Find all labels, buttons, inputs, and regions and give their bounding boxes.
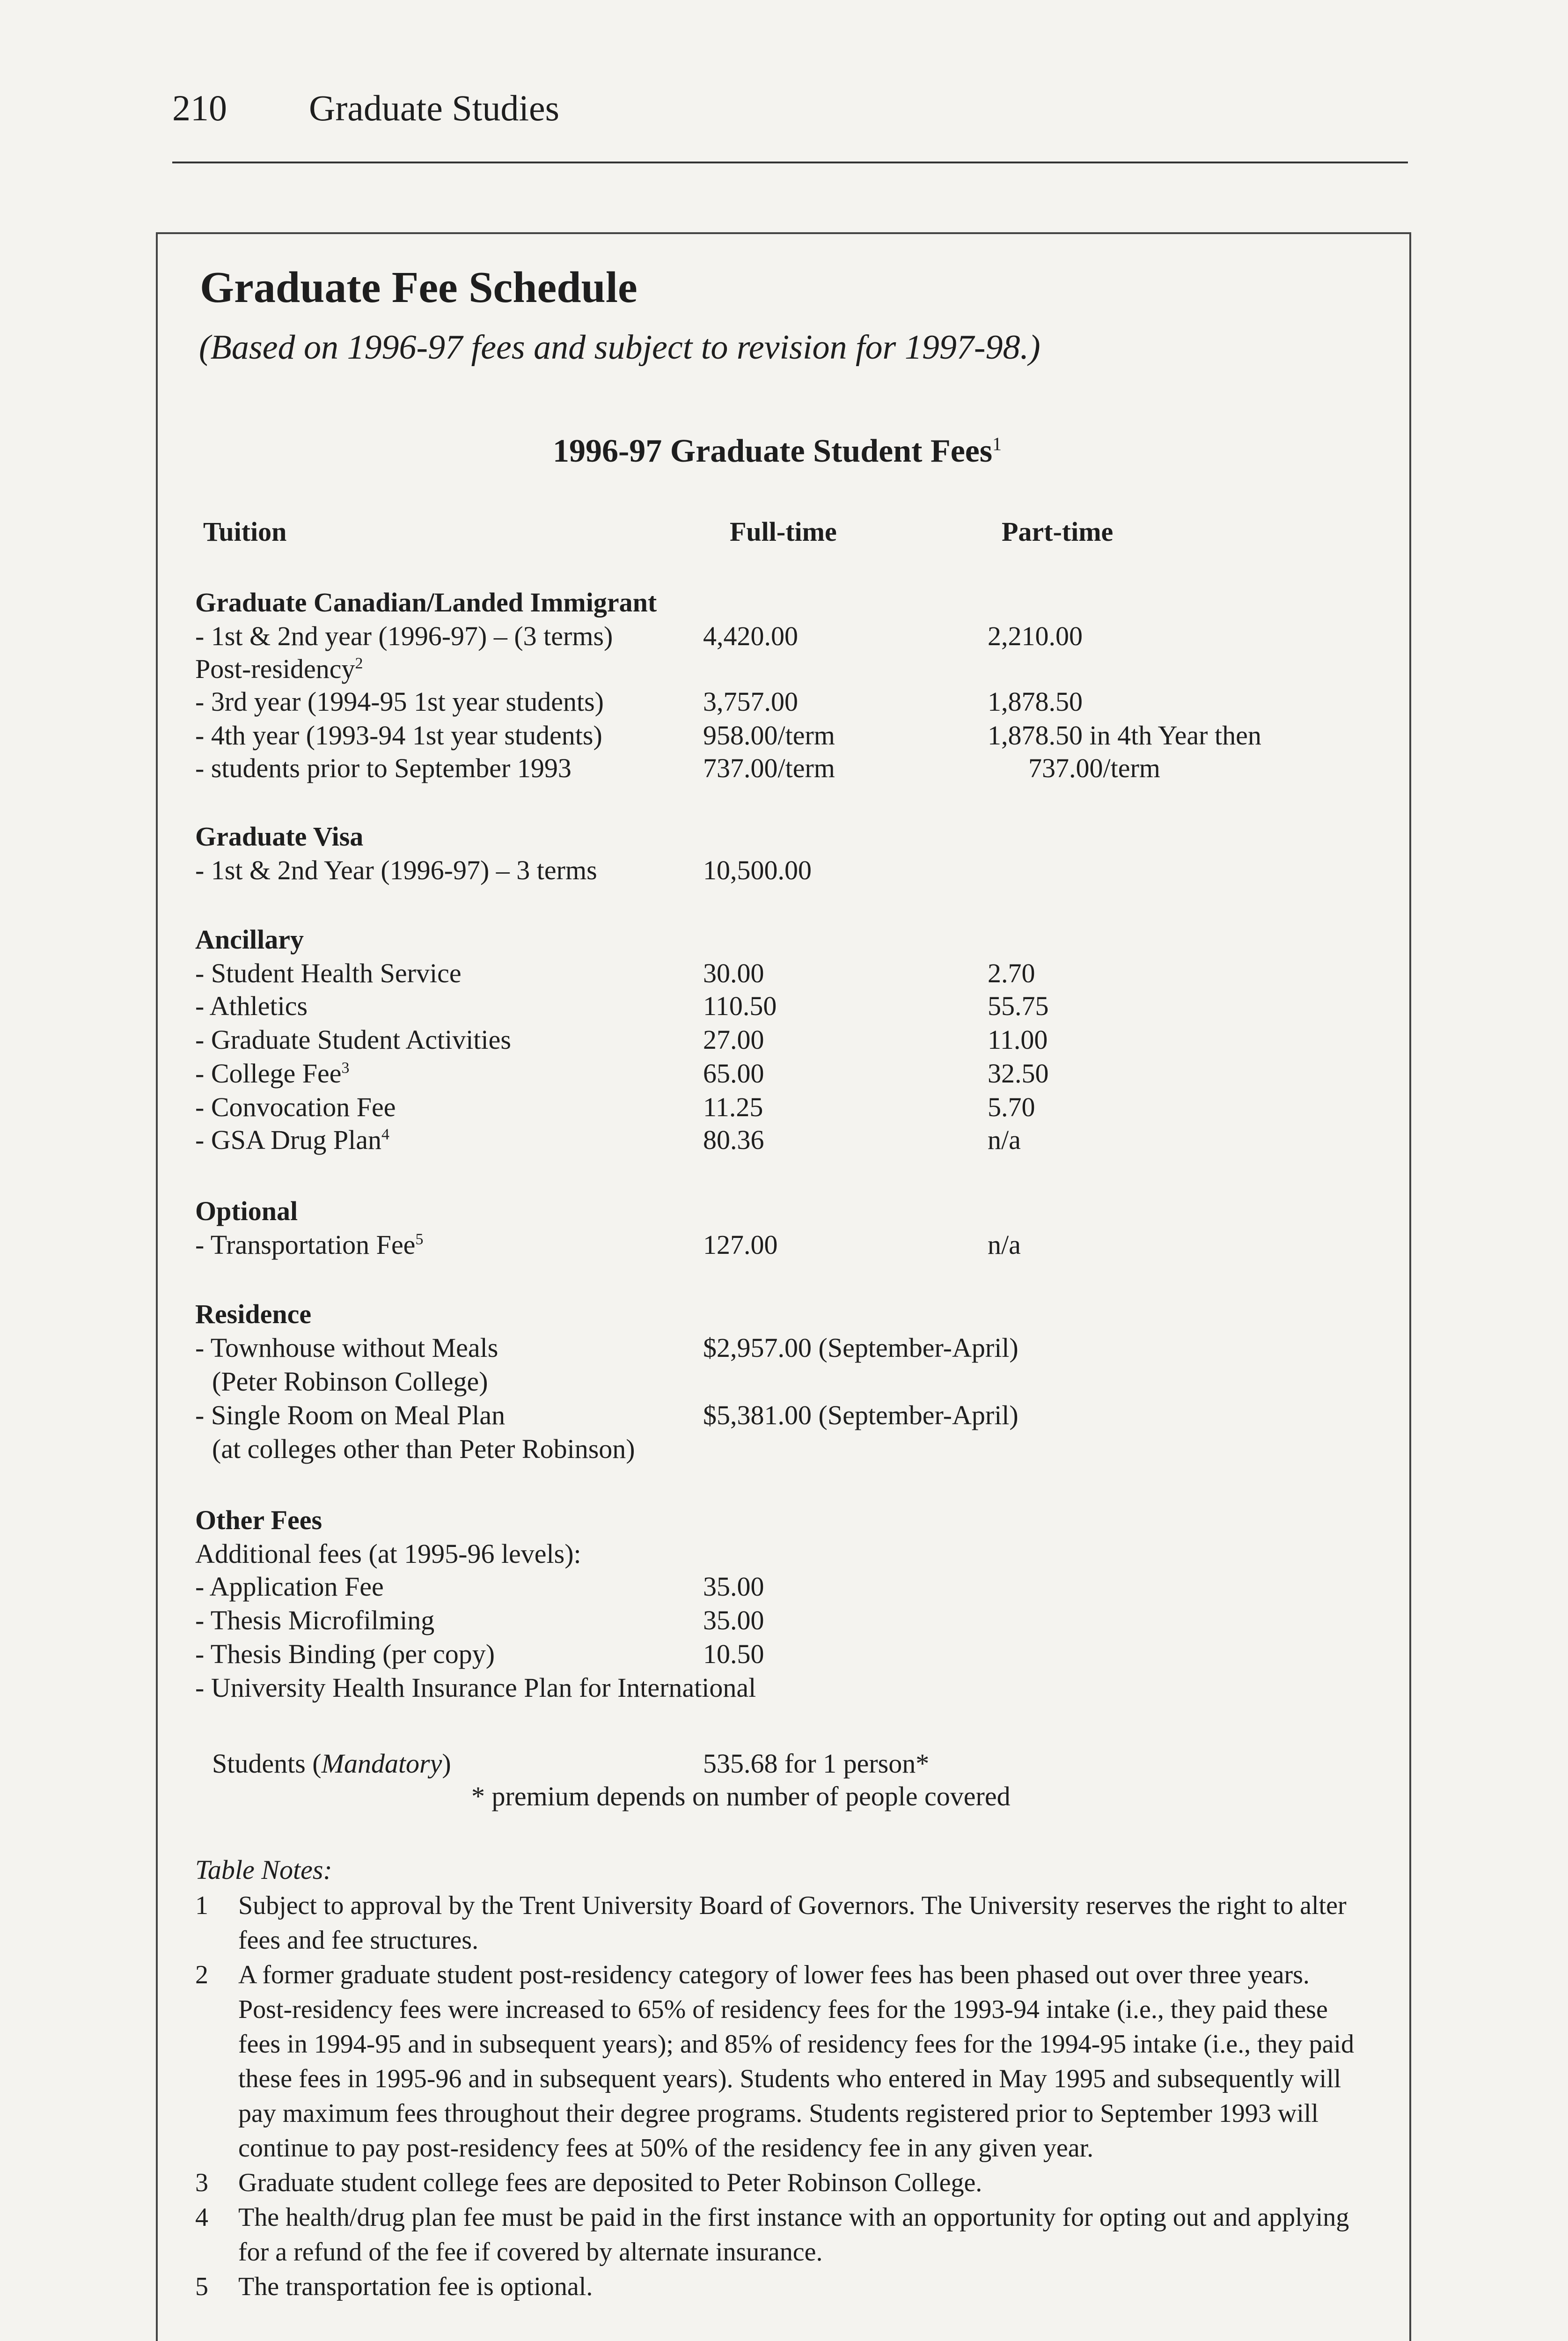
fee-full-time-value: $5,381.00 (September-April) (703, 1400, 1018, 1430)
fee-row-label (195, 1569, 384, 1604)
fee-row-label-text: Post-residency (195, 654, 355, 684)
fee-row-footnote: 4 (381, 1126, 389, 1143)
table-note-number: 3 (195, 2168, 208, 2197)
premium-note: * premium depends on number of people covered (471, 1781, 1011, 1811)
fee-part-time-value: 55.75 (988, 991, 1049, 1021)
fee-row-label (195, 1123, 389, 1157)
fee-row-label-text: Optional (195, 1196, 298, 1226)
fee-row-label-suffix: ) (442, 1748, 451, 1779)
fee-part-time-value: 737.00/term (1028, 753, 1160, 783)
fee-row-label-text: - 1st & 2nd Year (1996-97) – 3 terms (195, 855, 597, 885)
col-full-time: Full-time (730, 516, 837, 547)
fee-row-label-emphasis: Mandatory (321, 1748, 442, 1779)
fee-row-label-text: Graduate Canadian/Landed Immigrant (195, 587, 657, 618)
fee-full-time-value: 10.50 (703, 1639, 764, 1669)
fee-part-time-value: 32.50 (988, 1058, 1049, 1089)
fee-full-time-value: 27.00 (703, 1024, 764, 1055)
fee-full-time-value: 958.00/term (703, 720, 835, 751)
fee-full-time-value: 535.68 for 1 person* (703, 1748, 930, 1779)
fee-full-time-value: 110.50 (703, 991, 777, 1021)
page-number: 210 (172, 88, 227, 128)
fee-row-footnote: 3 (341, 1059, 350, 1077)
table-note-number: 4 (195, 2203, 208, 2232)
fee-row-label-text: Other Fees (195, 1505, 322, 1535)
fee-row-label (195, 652, 363, 686)
fee-row-label-text: - GSA Drug Plan (195, 1125, 381, 1155)
table-note-number: 1 (195, 1891, 208, 1920)
header-rule (172, 162, 1408, 163)
fee-row-label (195, 1432, 635, 1466)
fee-schedule-title: Graduate Fee Schedule (200, 263, 637, 312)
fee-row-label (195, 619, 613, 654)
fee-row-footnote: 5 (415, 1230, 424, 1248)
fee-row-label (195, 1056, 349, 1091)
fee-section-heading (195, 1194, 298, 1229)
fee-row-label (195, 1671, 756, 1705)
table-note (195, 2165, 1365, 2200)
fee-row-label-text: (at colleges other than Peter Robinson) (212, 1434, 635, 1464)
table-note-text: A former graduate student post-residency category of lower fees has been phased out over three years. Post-residency fees were increased to 65% of residency fees for the 1993-94 intake (i.e., they paid these fees in 1994-95 and in subsequent years); and 85% of residency fees for the 1994-95 intake (i.e., they paid these fees in 1995-96 and in subsequent years). Students who entered in May 1995 and subsequently will pay maximum fees throughout their degree programs. Students registered prior to September 1993 will continue to pay post-residency fees at 50% of the residency fee in any given year. (238, 1960, 1354, 2163)
fee-part-time-value: 2.70 (988, 958, 1035, 988)
fee-row-label (195, 956, 462, 991)
fee-part-time-value: 11.00 (988, 1024, 1048, 1055)
fee-full-time-value: 65.00 (703, 1058, 764, 1089)
fee-part-time-value: 5.70 (988, 1092, 1035, 1122)
fee-row-label-text: - Application Fee (195, 1571, 384, 1602)
table-notes (195, 1854, 1365, 2304)
fee-row-label-text: - students prior to September 1993 (195, 753, 572, 783)
fee-full-time-value: 30.00 (703, 958, 764, 988)
fee-part-time-value: n/a (988, 1125, 1021, 1155)
section-title: Graduate Studies (309, 88, 560, 128)
fee-row-label-text: - Thesis Microfilming (195, 1605, 435, 1635)
table-note-number: 5 (195, 2272, 208, 2301)
fee-full-time-value: 11.25 (703, 1092, 763, 1122)
fee-full-time-value: 35.00 (703, 1605, 764, 1635)
fee-row-label (195, 989, 308, 1023)
fee-full-time-value: 127.00 (703, 1229, 778, 1260)
col-tuition: Tuition (203, 516, 287, 547)
fee-row-label (195, 1398, 505, 1433)
fee-row-label (195, 1228, 423, 1262)
fee-row-label-text: Graduate Visa (195, 821, 364, 852)
fee-section-heading (195, 1297, 311, 1332)
fee-row-label (195, 1331, 498, 1365)
fee-schedule-subtitle: (Based on 1996-97 fees and subject to revision for 1997-98.) (199, 328, 1040, 367)
fee-row-label (195, 1637, 495, 1671)
fee-row-label-text: - 4th year (1993-94 1st year students) (195, 720, 602, 751)
fee-row-footnote: 2 (355, 655, 363, 672)
fee-part-time-value: 1,878.50 in 4th Year then (988, 720, 1261, 751)
fee-row-label-text: Additional fees (at 1995-96 levels): (195, 1539, 581, 1569)
fee-row-label-text: - Graduate Student Activities (195, 1024, 511, 1055)
fee-row-label-text: (Peter Robinson College) (212, 1366, 488, 1397)
fee-row-label-text: - Thesis Binding (per copy) (195, 1639, 495, 1669)
fee-part-time-value: 2,210.00 (988, 621, 1083, 651)
fee-section-heading (195, 922, 304, 957)
fee-full-time-value: 3,757.00 (703, 686, 798, 717)
table-title (553, 433, 1002, 470)
fee-row-label-text: - 3rd year (1994-95 1st year students) (195, 686, 604, 717)
fee-row-label (195, 1023, 511, 1057)
fee-row-label (195, 751, 572, 786)
table-note (195, 1888, 1365, 1958)
fee-row-label-text: Residence (195, 1299, 312, 1329)
table-note (195, 2200, 1365, 2269)
table-note-number: 2 (195, 1960, 208, 1989)
fee-full-time-value: 4,420.00 (703, 621, 798, 651)
table-note (195, 2269, 1365, 2304)
fee-row-label (195, 685, 604, 719)
table-note-text: Graduate student college fees are deposited to Peter Robinson College. (238, 2168, 982, 2197)
fee-row-label-text: - University Health Insurance Plan for International (195, 1672, 756, 1703)
fee-full-time-value: 35.00 (703, 1571, 764, 1602)
fee-row-label-text: - Transportation Fee (195, 1229, 416, 1260)
fee-row-label-text: - Townhouse without Meals (195, 1332, 498, 1363)
fee-row-label (195, 718, 602, 753)
fee-part-time-value: 1,878.50 (988, 686, 1083, 717)
table-notes-title: Table Notes: (195, 1855, 332, 1885)
fee-full-time-value: $2,957.00 (September-April) (703, 1332, 1018, 1363)
fee-schedule-box (156, 232, 1411, 2341)
fee-row-label-text: - Student Health Service (195, 958, 462, 988)
fee-row-label (195, 1090, 396, 1125)
fee-row-label (195, 1537, 581, 1571)
fee-row-label-text: - 1st & 2nd year (1996-97) – (3 terms) (195, 621, 613, 651)
table-note-text: The transportation fee is optional. (238, 2272, 593, 2301)
table-title-text: 1996-97 Graduate Student Fees (553, 433, 993, 469)
col-part-time: Part-time (1002, 516, 1114, 547)
fee-row-label-text: - College Fee (195, 1058, 342, 1089)
fee-row-label (195, 853, 597, 888)
table-title-footnote: 1 (992, 433, 1002, 455)
fee-row-label-text: Students ( (212, 1748, 322, 1779)
notes-list (195, 1888, 1365, 2304)
fee-section-heading (195, 1503, 322, 1538)
fee-row-label-text: Ancillary (195, 924, 304, 955)
fee-full-time-value: 80.36 (703, 1125, 764, 1155)
fee-row-label-text: - Convocation Fee (195, 1092, 396, 1122)
fee-full-time-value: 737.00/term (703, 753, 835, 783)
fee-row-label (195, 1603, 434, 1638)
fee-row-label-text: - Single Room on Meal Plan (195, 1400, 506, 1430)
fee-full-time-value: 10,500.00 (703, 855, 812, 885)
fee-row-label-text: - Athletics (195, 991, 308, 1021)
fee-row-label (195, 1364, 488, 1399)
table-note (195, 1958, 1365, 2165)
table-note-text: The health/drug plan fee must be paid in the first instance with an opportunity for opting out and applying for a refund of the fee if covered by alternate insurance. (238, 2203, 1349, 2267)
table-note-text: Subject to approval by the Trent University Board of Governors. The University reserves the right to alter fees and fee structures. (238, 1891, 1347, 1955)
fee-part-time-value: n/a (988, 1229, 1021, 1260)
fee-section-heading (195, 585, 657, 620)
fee-section-heading (195, 819, 363, 854)
page-header (172, 82, 1403, 139)
fee-row-label (195, 1746, 451, 1781)
